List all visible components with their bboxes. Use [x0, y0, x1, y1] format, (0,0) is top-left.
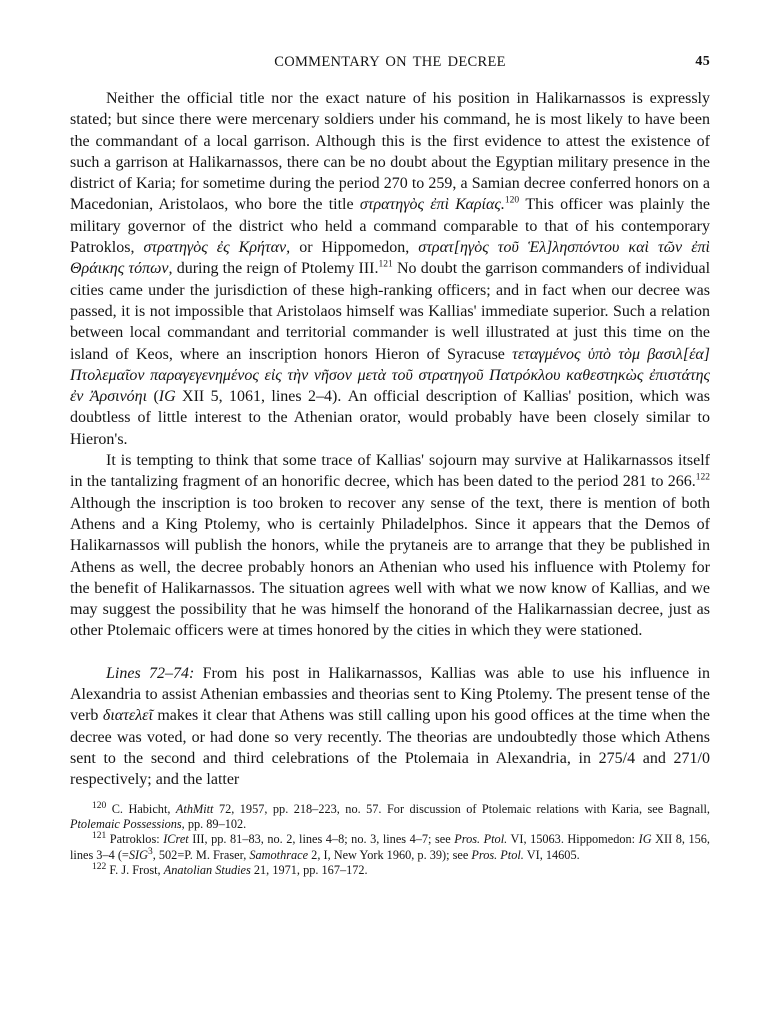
- text-run: pp. 89–102.: [184, 816, 247, 831]
- italic-span: Pros. Ptol.: [454, 832, 508, 847]
- italic-span: Lines 72–74:: [106, 664, 195, 682]
- document-page: [70, 54, 710, 879]
- page-number: 45: [695, 54, 710, 69]
- italic-span: στρατηγὸς ἐπὶ Καρίας.: [359, 196, 505, 214]
- text-run: Neither the official title nor the exact nature of his position in Halikarnassos is expressly stated; but since there were mercenary soldiers under his command, he is most likely to have been the commandant of a local garrison. Although this is the first evidence to attest the existence of such a garrison at Halikarnassos, there can be no doubt about the Egyptian military presence in the district of Karia; for sometime during the period 270 to 259, a Samian decree conferred honors on a Macedonian, Aristolaos, who bore the title: [70, 90, 710, 214]
- footnote-marker: 121: [378, 260, 393, 271]
- footnotes: [70, 802, 710, 879]
- running-header: [70, 54, 710, 74]
- italic-span: στρατηγὸς ἐς Κρήταν,: [143, 239, 291, 257]
- text-run: No doubt the garrison commanders of individual cities came under the jurisdiction of these high-ranking officers; and in fact when our decree was passed, it is not impossible that Aristolaos himself was Kallias' immediate superior. Such a relation between local commandant and territorial commander is well illustrated at just this time on the island of Keos, where an inscription honors Hieron of Syracuse: [70, 260, 711, 363]
- text-run: Although the inscription is too broken to recover any sense of the text, there is mention of both Athens and a King Ptolemy, who is certainly Philadelphos. Since it appears that the Demos of Halikarnassos will publish the honors, while the prytaneis are to arrange that they be published in Athens as well, the decree probably honors an Athenian who used his influence with Ptolemy for the benefit of Halikarnassos. The situation agrees well with what we now know of Kallias, and we may suggest the possibility that he was himself the honorand of the Halikarnassian decree, just as other Ptolemaic officers were at times honored by the cities in which they were stationed.: [70, 494, 710, 640]
- footnote-121: [70, 832, 710, 863]
- text-run: 2, I, New York 1960, p. 39); see: [308, 847, 472, 862]
- text-run: From his post in Halikarnassos, Kallias was able to use his influence in Alexandria to assist Athenian embassies and theorias sent to King Ptolemy. The present tense of the verb: [70, 664, 711, 725]
- italic-span: IG: [638, 832, 652, 847]
- footnote-120: [70, 802, 710, 833]
- text-run: VI, 14605.: [523, 847, 580, 862]
- italic-span: διατελεῖ: [102, 707, 153, 725]
- italic-span: Ptolemaic Possessions,: [70, 816, 185, 831]
- text-run: during the reign of Ptolemy III.: [172, 260, 379, 278]
- text-run: XII 5, 1061, lines 2–4). An official description of Kallias' position, which was doubtless of little interest to the Athenian orator, would probably have been closely similar to Hieron's.: [70, 388, 711, 448]
- italic-span: στρατ[ηγὸς τοῦ Ἑλ]λησπόντου καὶ τῶν ἐπὶ Θράικης τόπων,: [70, 239, 711, 278]
- italic-span: ICret: [163, 832, 189, 847]
- text-run: F. J. Frost,: [106, 863, 164, 878]
- text-run: , 502=P. M. Fraser,: [152, 847, 250, 862]
- footnote-marker: 122: [695, 473, 710, 484]
- italic-span: Anatolian Studies: [163, 863, 251, 878]
- footnote-marker: 120: [504, 196, 520, 207]
- text-run: XII 8, 156, lines 3–4 (=: [70, 832, 710, 862]
- paragraph-halikarnassos-decree: [70, 450, 710, 642]
- text-run: 21, 1971, pp. 167–172.: [250, 863, 368, 878]
- footnote-marker: 122: [92, 862, 107, 873]
- text-run: C. Habicht,: [106, 801, 176, 816]
- italic-span: Samothrace: [249, 847, 309, 862]
- text-run: It is tempting to think that some trace of Kallias' sojourn may survive at Halikarnassos itself in the tantalizing fragment of an honorific decree, which has been dated to the period 281 to 266.: [70, 452, 710, 491]
- footnote-marker: 3: [147, 846, 153, 857]
- text-run: or Hippomedon,: [290, 239, 419, 257]
- text-run: Patroklos:: [106, 832, 164, 847]
- paragraph-lines-72-74: [70, 663, 710, 791]
- italic-span: SIG: [128, 847, 148, 862]
- paragraph-garrison: [70, 88, 710, 450]
- italic-span: τεταγμένος ὑπὸ τὸμ βασιλ[έα] Πτολεμαῖον παραγεγενημένος εἰς τὴν νῆσον μετὰ τοῦ στρατηγοῦ Πατρόκλου καθεστηκὼς ἐπιστάτης ἐν Ἀρσινόηι: [70, 345, 711, 406]
- text-run: 72, 1957, pp. 218–223, no. 57. For discussion of Ptolemaic relations with Karia, see Bagnall,: [213, 801, 710, 816]
- text-run: (: [147, 388, 159, 406]
- text-run: III, pp. 81–83, no. 2, lines 4–8; no. 3, lines 4–7; see: [188, 832, 455, 847]
- italic-span: IG: [158, 388, 176, 406]
- italic-span: Pros. Ptol.: [471, 847, 524, 862]
- body-text: [70, 88, 710, 791]
- italic-span: AthMitt: [175, 801, 214, 816]
- footnote-marker: 121: [92, 831, 107, 842]
- text-run: makes it clear that Athens was still calling upon his good offices at the time when the decree was voted, or had done so very recently. The theorias are undoubtedly those which Athens sent to the second and third celebrations of the Ptolemaia in Alexandria, in 275/4 and 271/0 respectively; and the latter: [70, 707, 710, 789]
- text-run: VI, 15063. Hippomedon:: [507, 832, 639, 847]
- footnote-marker: 120: [92, 800, 107, 811]
- running-title: COMMENTARY ON THE DECREE: [274, 54, 506, 70]
- footnote-122: [70, 863, 710, 878]
- text-run: This officer was plainly the military governor of the district who held a command comparable to that of his contemporary Patroklos,: [70, 196, 711, 257]
